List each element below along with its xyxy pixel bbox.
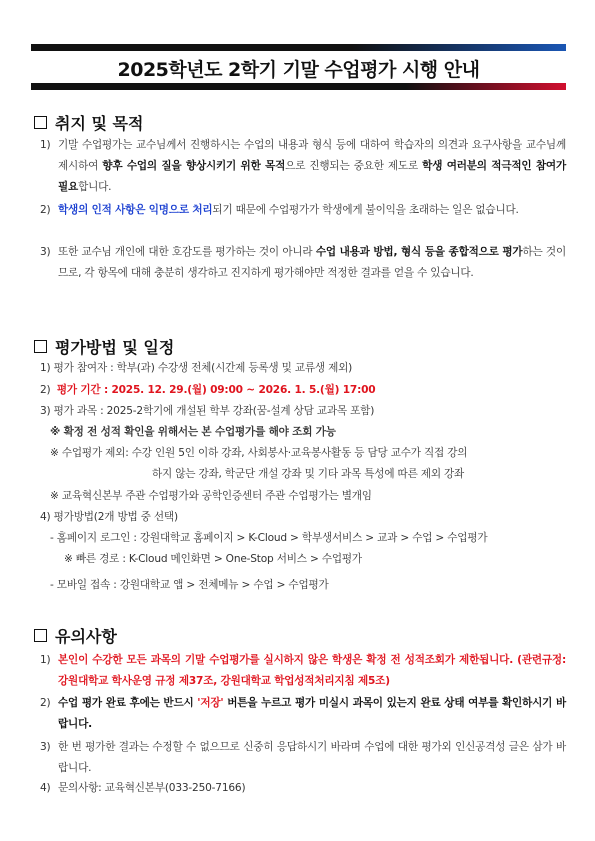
text-bold: 수업 내용과 방법, 형식 등을 종합적으로 평가 [315,246,523,258]
section-heading-text: 유의사항 [55,627,117,646]
text-highlight-red: '저장' [197,697,224,709]
notes-item-3 [40,737,566,779]
method-web-fast-path: ※ 빠른 경로 : K-Cloud 메인화면 > One-Stop 서비스 > 수업평가 [64,553,362,565]
method-note-exclusion-cont: 하지 않는 강좌, 학군단 개설 강좌 및 기타 과목 특성에 따른 제외 강좌 [152,468,465,480]
method-subjects: 3) 평가 과목 : 2025-2학기에 개설된 학부 강좌(꿈-설계 상담 교과목 포함) [40,405,375,417]
notes-item-4 [40,778,566,799]
item-number: 2) [40,204,51,216]
text-bold: 향후 수업의 질을 향상시키기 위한 목적 [102,160,286,172]
text-plain: 하는 것이므로, 각 항목에 대해 충분히 생각하고 진지하게 평가해야만 적정한 결과를 얻을 수 있습니다. [58,246,566,279]
method-mobile-path: - 모바일 접속 : 강원대학교 앱 > 전체메뉴 > 수업 > 수업평가 [50,579,329,591]
purpose-item-2 [40,200,566,221]
text-highlight-red: 본인이 수강한 모든 과목의 기말 수업평가를 실시하지 않은 학생은 확정 전 성적조회가 제한됩니다. (관련규정: 강원대학교 학사운영 규정 제37조, 강원대학교 학업성적처리지침 제5조) [58,654,566,687]
checkbox-icon [34,629,47,642]
checkbox-icon [34,116,47,129]
item-text: 문의사항: 교육혁신본부(033-250-7166) [58,782,246,794]
text-highlight-red: 평가 기간 : 2025. 12. 29.(월) 09:00 ~ 2026. 1. 5.(월) 17:00 [56,384,376,396]
page-title: 2025학년도 2학기 기말 수업평가 시행 안내 [117,59,480,81]
method-web-path: - 홈페이지 로그인 : 강원대학교 홈페이지 > K-Cloud > 학부생서비스 > 교과 > 수업 > 수업평가 [50,532,488,544]
notes-item-2 [40,693,566,735]
text-plain: 기말 수업평가는 교수님께서 진행하시는 수업의 내용과 형식 등에 대하여 학습자의 의견과 요구사항을 교수님께 제시하여 [58,139,566,172]
item-text [58,135,566,198]
text-plain: 되기 때문에 수업평가가 학생에게 불이익을 초래하는 일은 없습니다. [212,204,519,216]
purpose-item-1 [40,135,566,198]
section-heading-method [34,335,174,358]
item-number: 3) [40,741,51,753]
item-number: 3) [40,246,51,258]
notes-item-1 [40,650,566,692]
item-number: 2) [40,697,51,709]
section-heading-text: 취지 및 목적 [55,114,144,133]
title-bottom-bar [31,83,566,90]
checkbox-icon [34,340,47,353]
method-options: 4) 평가방법(2개 방법 중 선택) [40,511,178,523]
item-text [58,242,566,284]
section-heading-notes [34,624,117,647]
section-heading-text: 평가방법 및 일정 [55,338,175,357]
method-period [40,380,375,401]
item-number: 2) [40,384,51,396]
text-plain: 합니다. [78,181,112,193]
item-text: 한 번 평가한 결과는 수정할 수 없으므로 신중히 응답하시기 바라며 수업에 대한 평가외 인신공격성 글은 삼가 바랍니다. [58,741,566,774]
text-bold: 버튼을 누르고 평가 미실시 과목이 있는지 완료 상태 여부를 확인하시기 바랍니다. [58,697,567,730]
item-text [58,693,566,735]
item-number: 1) [40,139,51,151]
purpose-item-3 [40,242,566,284]
section-heading-purpose [34,111,143,134]
item-number: 1) [40,654,51,666]
item-number: 4) [40,782,51,794]
text-bold: 학생 여러분의 적극적인 참여가 필요 [58,160,566,193]
method-participants: 1) 평가 참여자 : 학부(과) 수강생 전체(시간제 등록생 및 교류생 제외) [40,362,353,374]
method-note-separate: ※ 교육혁신본부 주관 수업평가와 공학인증센터 주관 수업평가는 별개임 [50,490,372,502]
title-top-bar [31,44,566,51]
text-plain: 또한 교수님 개인에 대한 호감도를 평가하는 것이 아니라 [58,246,316,258]
text-plain: 으로 진행되는 중요한 제도로 [285,160,423,172]
method-note-exclusion: ※ 수업평가 제외: 수강 인원 5인 이하 강좌, 사회봉사·교육봉사활동 등 담당 교수가 직접 강의 [50,447,468,459]
text-bold: 수업 평가 완료 후에는 반드시 [58,697,198,709]
text-highlight-blue: 학생의 인적 사항은 익명으로 처리 [58,204,213,216]
item-text [58,200,566,221]
method-note-grade-check: ※ 확정 전 성적 확인을 위해서는 본 수업평가를 해야 조회 가능 [50,426,336,438]
